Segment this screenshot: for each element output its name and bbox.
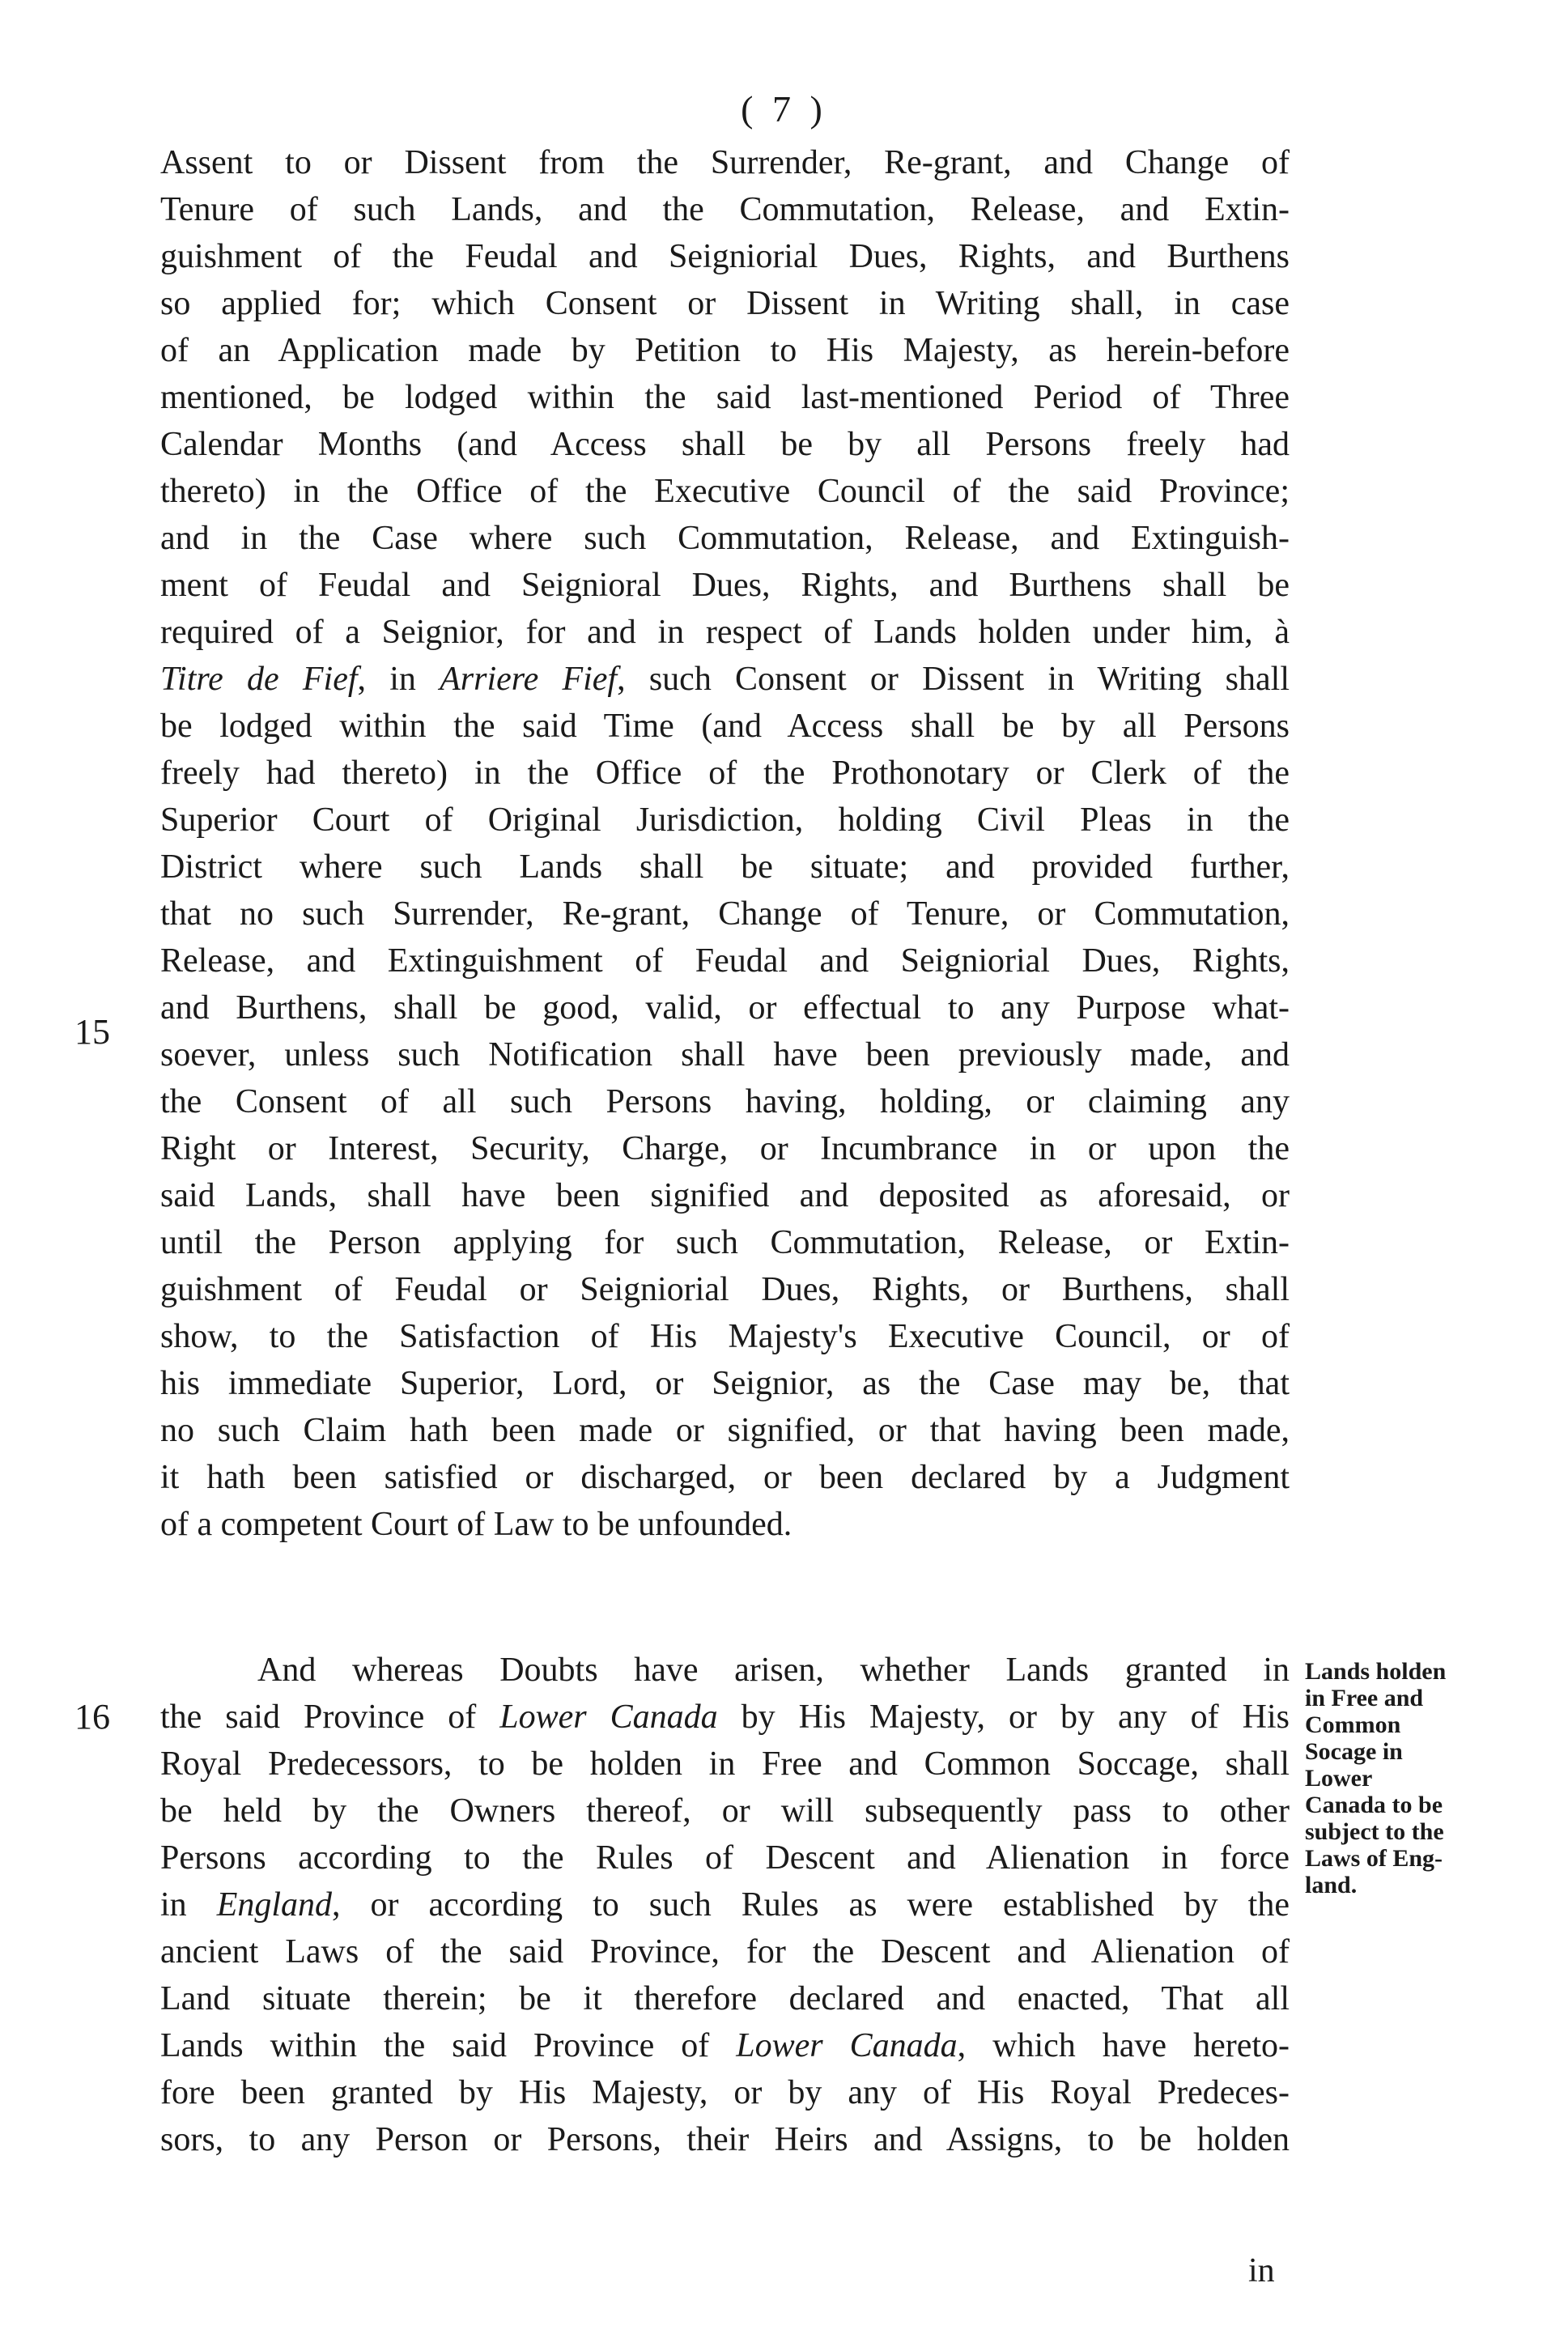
text-line: and Burthens, shall be good, valid, or effectual to any Purpose what- — [160, 989, 1290, 1027]
text-line: of a competent Court of Law to be unfounded. — [160, 1506, 792, 1543]
marginal-note-line: land. — [1305, 1872, 1358, 1898]
text-line: District where such Lands shall be situate; and provided further, — [160, 848, 1290, 886]
text-line: soever, unless such Notification shall have been previously made, and — [160, 1036, 1290, 1073]
text-line: show, to the Satisfaction of His Majesty's Executive Council, or of — [160, 1318, 1290, 1355]
marginal-note-line: Common — [1305, 1711, 1401, 1738]
marginal-note-line: subject to the — [1305, 1818, 1444, 1845]
text-line: and in the Case where such Commutation, Release, and Extinguish- — [160, 520, 1290, 557]
italic-phrase: England — [216, 1886, 333, 1924]
text-line: Titre de Fief, in Arriere Fief, such Consent or Dissent in Writing shall — [160, 661, 1290, 698]
text-line: freely had thereto) in the Office of the Prothonotary or Clerk of the — [160, 755, 1290, 792]
text-line: mentioned, be lodged within the said last-mentioned Period of Three — [160, 379, 1290, 416]
text-line: Release, and Extinguishment of Feudal and Seigniorial Dues, Rights, — [160, 942, 1290, 980]
text-line: guishment of the Feudal and Seigniorial Dues, Rights, and Burthens — [160, 238, 1290, 275]
marginal-note-line: Socage in — [1305, 1738, 1403, 1765]
text-line: Land situate therein; be it therefore declared and enacted, That all — [160, 1980, 1290, 2017]
text-line: Royal Predecessors, to be holden in Free and Common Soccage, shall — [160, 1745, 1290, 1783]
text-line: Calendar Months (and Access shall be by all Persons freely had — [160, 426, 1290, 463]
text-line: so applied for; which Consent or Dissent in Writing shall, in case — [160, 285, 1290, 322]
italic-phrase: Titre de Fief — [160, 661, 358, 698]
marginal-note-line: Lands holden — [1305, 1658, 1447, 1685]
line-marker-15: 15 — [74, 1012, 110, 1052]
text-line: And whereas Doubts have arisen, whether Lands granted in — [257, 1652, 1290, 1689]
paragraph-whereas — [160, 1647, 1290, 2163]
text-line: ancient Laws of the said Province, for the Descent and Alienation of — [160, 1933, 1290, 1971]
marginal-note-line: Canada to be — [1305, 1792, 1443, 1818]
line-marker-16: 16 — [74, 1697, 110, 1737]
text-line: it hath been satisfied or discharged, or been declared by a Judgment — [160, 1459, 1290, 1496]
text-line: the Consent of all such Persons having, holding, or claiming any — [160, 1083, 1290, 1120]
text-line: that no such Surrender, Re-grant, Change of Tenure, or Commutation, — [160, 895, 1290, 933]
text-line: in England, or according to such Rules as were established by the — [160, 1886, 1290, 1924]
marginal-note-line: Lower — [1305, 1765, 1373, 1792]
marginal-note-line: Laws of Eng- — [1305, 1845, 1443, 1872]
text-line: the said Province of Lower Canada by His Majesty, or by any of His — [160, 1698, 1290, 1736]
text-line: Right or Interest, Security, Charge, or Incumbrance in or upon the — [160, 1130, 1290, 1167]
text-line: be held by the Owners thereof, or will subsequently pass to other — [160, 1792, 1290, 1830]
text-line: be lodged within the said Time (and Access shall be by all Persons — [160, 708, 1290, 745]
text-line: until the Person applying for such Commutation, Release, or Extin- — [160, 1224, 1290, 1261]
text-line: Persons according to the Rules of Descent and Alienation in force — [160, 1839, 1290, 1877]
text-line: of an Application made by Petition to His Majesty, as herein-before — [160, 332, 1290, 369]
text-line: no such Claim hath been made or signified, or that having been made, — [160, 1412, 1290, 1449]
text-line: his immediate Superior, Lord, or Seignior, as the Case may be, that — [160, 1365, 1290, 1402]
catchword: in — [1248, 2252, 1275, 2289]
text-line: Assent to or Dissent from the Surrender, Re-grant, and Change of — [160, 144, 1290, 181]
page-number: ( 7 ) — [741, 88, 827, 130]
italic-phrase: Lower Canada — [499, 1698, 718, 1736]
marginal-note-line: in Free and — [1305, 1685, 1424, 1711]
text-line: fore been granted by His Majesty, or by any of His Royal Predeces- — [160, 2074, 1290, 2111]
italic-phrase: Arriere Fief — [440, 661, 618, 698]
text-line: Lands within the said Province of Lower Canada, which have hereto- — [160, 2027, 1290, 2064]
text-line: required of a Seignior, for and in respect of Lands holden under him, à — [160, 614, 1290, 651]
text-line: guishment of Feudal or Seigniorial Dues, Rights, or Burthens, shall — [160, 1271, 1290, 1308]
text-line: thereto) in the Office of the Executive Council of the said Province; — [160, 473, 1290, 510]
text-line: ment of Feudal and Seignioral Dues, Rights, and Burthens shall be — [160, 567, 1290, 604]
text-line: sors, to any Person or Persons, their Heirs and Assigns, to be holden — [160, 2121, 1290, 2158]
italic-phrase: Lower Canada — [736, 2027, 958, 2064]
text-line: said Lands, shall have been signified and deposited as aforesaid, or — [160, 1177, 1290, 1214]
paragraph-assent — [160, 139, 1290, 1548]
text-line: Superior Court of Original Jurisdiction, holding Civil Pleas in the — [160, 801, 1290, 839]
marginal-note — [1305, 1658, 1491, 1898]
text-line: Tenure of such Lands, and the Commutation, Release, and Extin- — [160, 191, 1290, 228]
